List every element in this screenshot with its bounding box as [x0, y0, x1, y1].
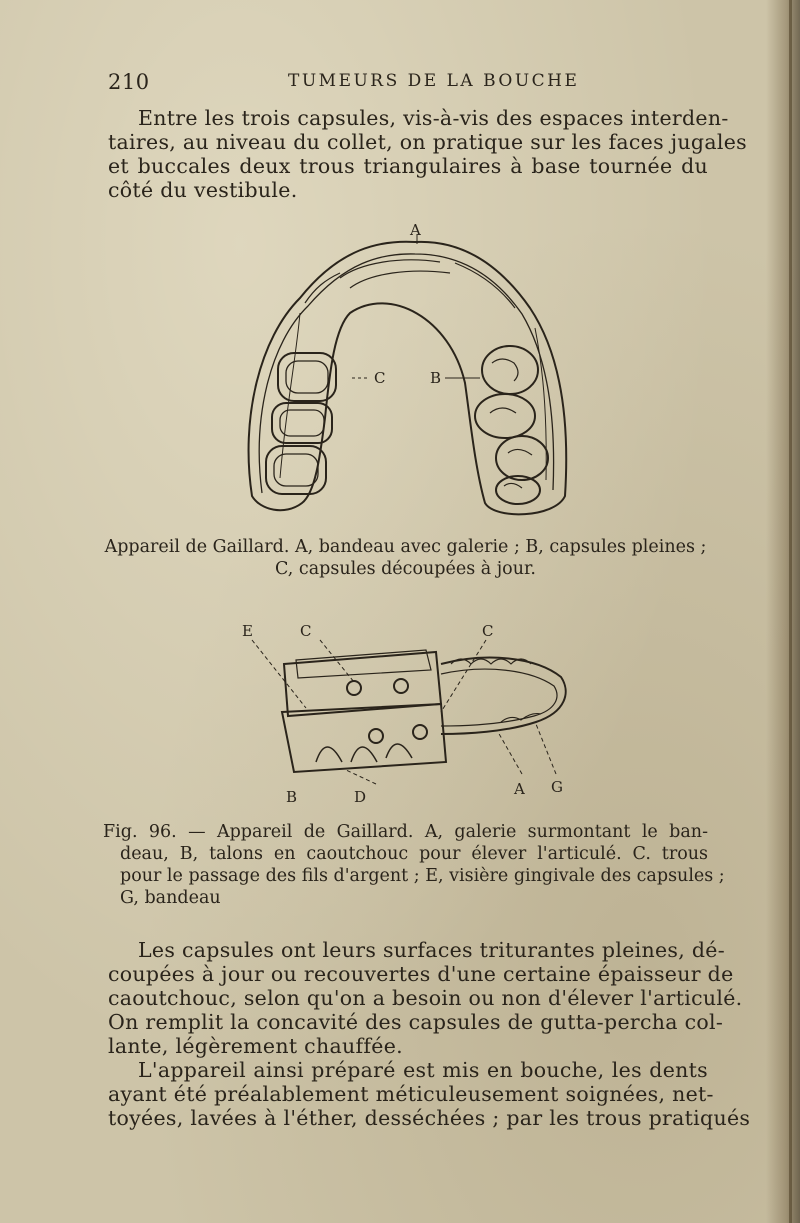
caption-line: Appareil de Gaillard. A, bandeau avec galerie ; B, capsules pleines ;: [104, 537, 707, 557]
caption-line: pour le passage des fils d'argent ; E, visière gingivale des capsules ;: [120, 866, 725, 886]
caption-line: deau, B, talons en caoutchouc pour élever l'articulé. C. trous: [120, 844, 708, 864]
figure-1-label-a: A: [410, 221, 421, 239]
paragraph-line: et buccales deux trous triangulaires à base tournée du: [108, 154, 708, 178]
figure-2-label-c-left: C: [300, 622, 312, 640]
page-header: [108, 70, 708, 94]
figure-2-illustration: [236, 612, 576, 812]
paragraph-line: coupées à jour ou recouvertes d'une certaine épaisseur de: [108, 962, 734, 986]
paragraph-2: [108, 938, 743, 1058]
paragraph-line: toyées, lavées à l'éther, desséchées ; par les trous pratiqués: [108, 1106, 751, 1130]
paragraph-line: On remplit la concavité des capsules de gutta-percha col-: [108, 1010, 724, 1034]
paragraph-line: lante, légèrement chauffée.: [108, 1034, 403, 1058]
figure-2-label-d: D: [354, 788, 367, 806]
paragraph-line: Entre les trois capsules, vis-à-vis des espaces interden-: [138, 106, 729, 130]
figure-1-label-c: C: [374, 369, 386, 387]
page-edge-shadow: [766, 0, 800, 1223]
figure-2-label-b: B: [286, 788, 298, 806]
page-edge-rule: [789, 0, 792, 1223]
paragraph-3: [108, 1058, 751, 1130]
paragraph-line: Les capsules ont leurs surfaces triturantes pleines, dé-: [138, 938, 725, 962]
figure-1-illustration: [240, 218, 580, 523]
caption-line: G, bandeau: [120, 888, 221, 908]
paragraph-line: caoutchouc, selon qu'on a besoin ou non d'élever l'articulé.: [108, 986, 743, 1010]
paragraph-line: L'appareil ainsi préparé est mis en bouche, les dents: [138, 1058, 708, 1082]
figure-2-caption: [103, 821, 725, 909]
paragraph-line: côté du vestibule.: [108, 178, 298, 202]
figure-1-caption: [103, 536, 708, 580]
paragraph-line: taires, au niveau du collet, on pratique sur les faces jugales: [108, 130, 747, 154]
paragraph-1: [108, 106, 747, 202]
caption-line: C, capsules découpées à jour.: [275, 559, 536, 579]
figure-2-label-g: G: [551, 778, 563, 796]
figure-2-label-a: A: [514, 780, 525, 798]
figure-2-label-c-right: C: [482, 622, 494, 640]
running-head: TUMEURS DE LA BOUCHE: [288, 71, 580, 91]
caption-line: Fig. 96. — Appareil de Gaillard. A, galerie surmontant le ban-: [103, 822, 708, 842]
page-number: 210: [108, 70, 150, 94]
figure-2-label-e: E: [242, 622, 253, 640]
figure-1-label-b: B: [430, 369, 442, 387]
paragraph-line: ayant été préalablement méticuleusement soignées, net-: [108, 1082, 714, 1106]
